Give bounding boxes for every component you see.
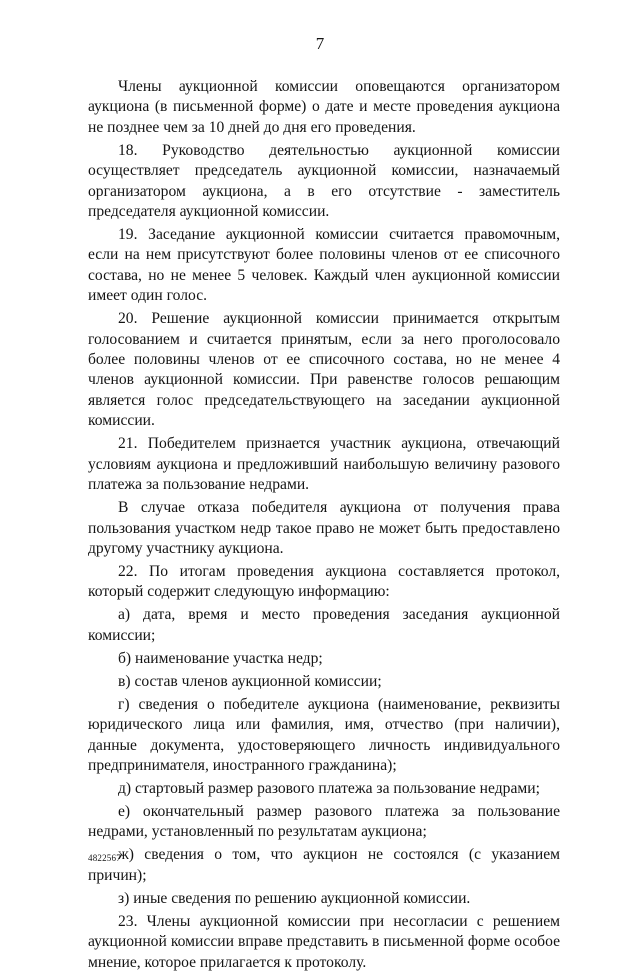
paragraph-20: 20. Решение аукционной комиссии принимается открытым голосованием и считается принятым, если за него проголосовало более половины членов от ее списочного состава, но не менее 4 членов аукционной комиссии. При равенстве голосов решающим является голос председательствующего на заседании аукционной комиссии. <box>88 310 560 430</box>
list-item-b: б) наименование участка недр; <box>118 649 323 667</box>
page-number: 7 <box>315 34 325 53</box>
list-item-e: е) окончательный размер разового платежа за пользование недрами, установленный по результатам аукциона; <box>88 802 560 841</box>
paragraph-18: 18. Руководство деятельностью аукционной комиссии осуществляет председатель аукционной комиссии, назначаемый организатором аукциона, а в его отсутствие - заместитель председателя аукционной комиссии. <box>88 141 560 221</box>
list-item-g: г) сведения о победителе аукциона (наименование, реквизиты юридического лица или фамилия, имя, отчество (при наличии), данные документа, удостоверяющего личность индивидуального предпринимателя, иностранного гражданина); <box>88 695 560 774</box>
list-item-d: д) стартовый размер разового платежа за пользование недрами; <box>118 779 540 797</box>
paragraph-commission-notification: Члены аукционной комиссии оповещаются организатором аукциона (в письменной форме) о дате и месте проведения аукциона не позднее чем за 10 дней до дня его проведения. <box>88 78 560 136</box>
paragraph-23: 23. Члены аукционной комиссии при несогласии с решением аукционной комиссии вправе представить в письменной форме особое мнение, которое прилагается к протоколу. <box>88 912 560 971</box>
paragraph-21-refusal: В случае отказа победителя аукциона от получения права пользования участком недр такое право не может быть предоставлено другому участнику аукциона. <box>88 499 560 557</box>
document-body <box>88 77 560 976</box>
paragraph-21: 21. Победителем признается участник аукциона, отвечающий условиям аукциона и предложивший наибольшую величину разового платежа за пользование недрами. <box>88 435 560 494</box>
paragraph-19: 19. Заседание аукционной комиссии считается правомочным, если на нем присутствуют более половины членов от ее списочного состава, но не менее 5 человек. Каждый член аукционной комиссии имеет один голос. <box>88 226 560 305</box>
list-item-v: в) состав членов аукционной комиссии; <box>118 672 382 690</box>
list-item-z: з) иные сведения по решению аукционной комиссии. <box>118 889 471 907</box>
paragraph-22: 22. По итогам проведения аукциона составляется протокол, который содержит следующую информацию: <box>88 562 560 601</box>
list-item-a: а) дата, время и место проведения заседания аукционной комиссии; <box>88 606 560 644</box>
document-code: 4822567 <box>88 853 121 863</box>
list-item-zh: ж) сведения о том, что аукцион не состоялся (с указанием причин); <box>88 846 560 884</box>
